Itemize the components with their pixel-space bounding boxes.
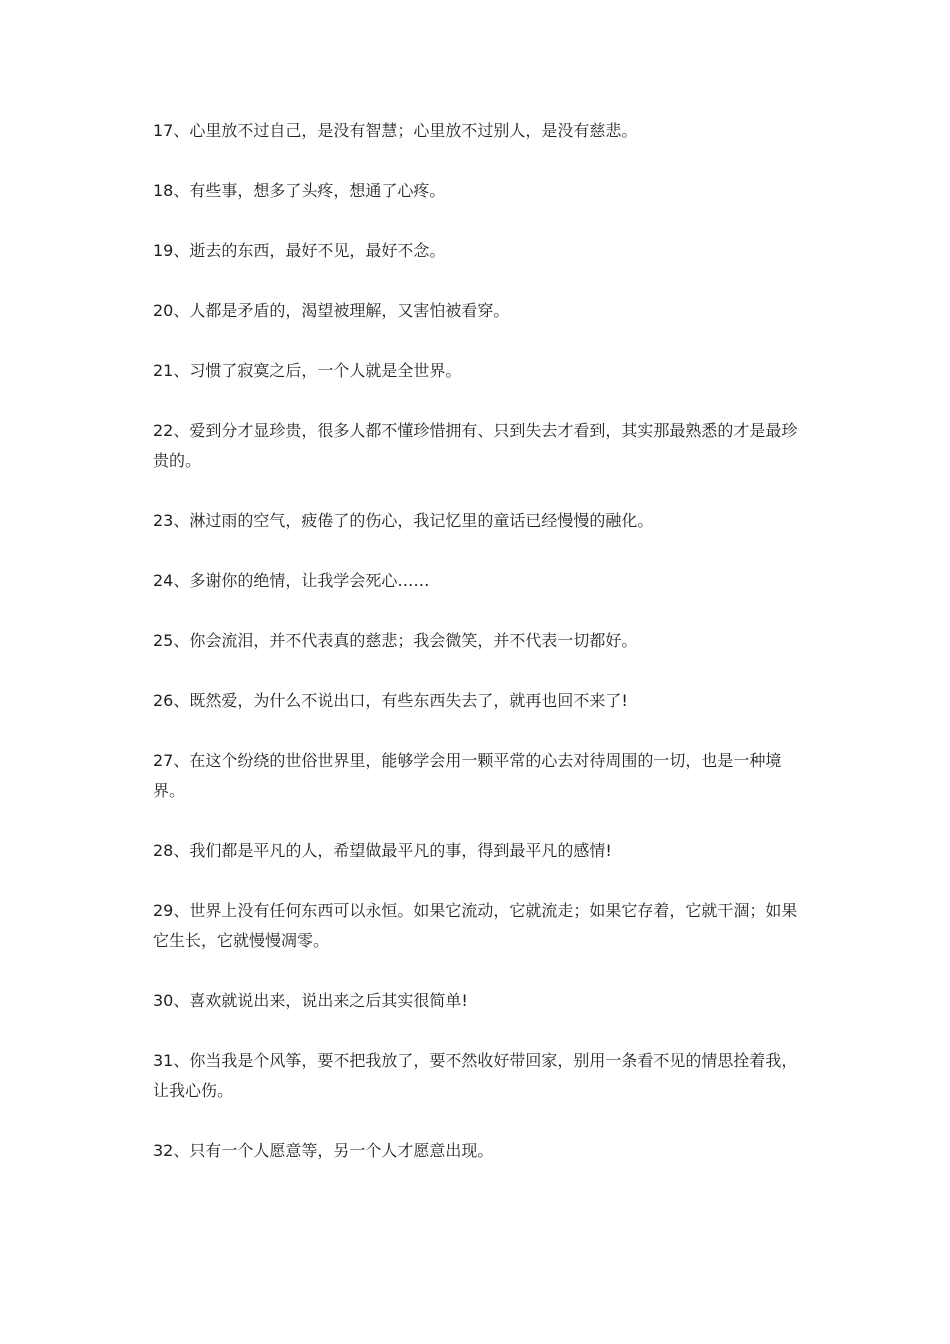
paragraph-31: 31、你当我是个风筝，要不把我放了，要不然收好带回家，别用一条看不见的情思拴着我，让我心伤。 bbox=[153, 1051, 798, 1100]
paragraph-21: 21、习惯了寂寞之后，一个人就是全世界。 bbox=[153, 361, 462, 380]
paragraph-17: 17、心里放不过自己，是没有智慧；心里放不过别人，是没有慈悲。 bbox=[153, 121, 638, 140]
document-body bbox=[153, 116, 801, 1196]
paragraph-20: 20、人都是矛盾的，渴望被理解，又害怕被看穿。 bbox=[153, 301, 510, 320]
paragraph-24: 24、多谢你的绝情，让我学会死心…… bbox=[153, 571, 430, 590]
paragraph-27: 27、在这个纷绕的世俗世界里，能够学会用一颗平常的心去对待周围的一切，也是一种境界。 bbox=[153, 751, 782, 800]
paragraph-25: 25、你会流泪，并不代表真的慈悲；我会微笑，并不代表一切都好。 bbox=[153, 631, 638, 650]
paragraph-26: 26、既然爱，为什么不说出口，有些东西失去了，就再也回不来了! bbox=[153, 691, 628, 710]
paragraph-29: 29、世界上没有任何东西可以永恒。如果它流动，它就流走；如果它存着，它就干涸；如果它生长，它就慢慢凋零。 bbox=[153, 901, 798, 950]
paragraph-23: 23、淋过雨的空气，疲倦了的伤心，我记忆里的童话已经慢慢的融化。 bbox=[153, 511, 654, 530]
paragraph-28: 28、我们都是平凡的人，希望做最平凡的事，得到最平凡的感情! bbox=[153, 841, 612, 860]
paragraph-30: 30、喜欢就说出来，说出来之后其实很简单! bbox=[153, 991, 468, 1010]
paragraph-22: 22、爱到分才显珍贵，很多人都不懂珍惜拥有、只到失去才看到，其实那最熟悉的才是最珍贵的。 bbox=[153, 421, 798, 470]
paragraph-32: 32、只有一个人愿意等，另一个人才愿意出现。 bbox=[153, 1141, 494, 1160]
paragraph-18: 18、有些事，想多了头疼，想通了心疼。 bbox=[153, 181, 446, 200]
paragraph-19: 19、逝去的东西，最好不见，最好不念。 bbox=[153, 241, 446, 260]
